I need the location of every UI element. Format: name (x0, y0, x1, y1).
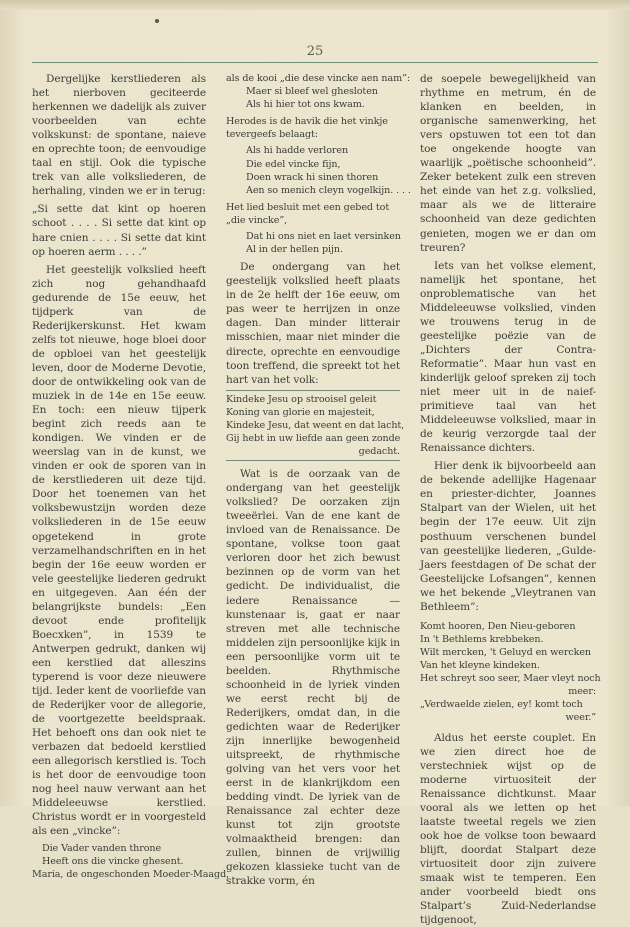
verse-line: Van het kleyne kindeken. (420, 660, 540, 672)
verse-line: Maria, de ongeschonden Moeder-Maagd, (32, 868, 230, 880)
verse-line: meer: (568, 686, 596, 698)
punch-mark (155, 19, 159, 23)
paragraph: Wat is de oorzaak van de ondergang van het geestelijk volkslied? De oorzaken zijn tweeërlei. Van de ene kant de invloed van de Renaissance. De spontane, volkse toon gaat verloren door het zich bewust bezinnen op de vorm van het gedicht. De individualist, die iedere Renaissance — kunstenaar is, gaat er naar streven met alle technische middelen zijn persoonlijke kijk in een persoonlijke vorm uit te beelden. Rhythmische schoonheid in de lyriek vinden we eerst recht bij de Rederijkers, omdat dan, in die gedichten waar de Rederijker zijn innerlijke bewogenheid uitspreekt, de rhythmische golving van het vers voor het eerst in de klankrijkdom een bedding vindt. De lyriek van de Renaissance zal echter deze kunst tot zijn grootste volmaaktheid brengen: dan zullen, binnen de vrijwillig gekozen klassieke tucht van de strakke vorm, én (226, 468, 400, 888)
verse-line: Maer si bleef wel ghesloten (246, 86, 378, 98)
column-right (420, 72, 601, 927)
verse-line: Doen wrack hi sinen thoren (246, 171, 379, 183)
verse-line: In 't Bethlems krebbeken. (420, 633, 544, 645)
verse-line: Aen so menich cleyn vogelkijn. . . . (246, 184, 411, 196)
quotation: „Si sette dat kint op hoeren schoot . . . . Si sette dat kint op hare cnien . . . . Si sette dat kint op hoeren aerm . . . .” (32, 203, 206, 258)
verse-line: Als hi hier tot ons kwam. (246, 99, 365, 111)
verse-line: gedacht. (358, 446, 400, 458)
verse-line: Al in der hellen pijn. (246, 244, 343, 256)
verse-line: Wilt mercken, 't Geluyd en wercken (420, 646, 592, 658)
verse-line: Die Vader vanden throne (42, 842, 162, 854)
verse-line: Dat hi ons niet en laet versinken (246, 231, 401, 243)
header-rule (32, 62, 598, 63)
paragraph: Aldus het eerste couplet. En we zien direct hoe de verstechniek wijst op de moderne virtuositeit der Renaissance dichtkunst. Maar vooral als we letten op het laatste tweetal regels we zien ook hoe de volkse toon bewaard blijft, doordat Stalpart deze virtuositeit door zijn zuivere smaak wist te temperen. Een ander voorbeeld biedt ons Stalpart’s Zuid-Nederlandse tijdgenoot, (420, 731, 596, 927)
verse-box (226, 393, 405, 458)
verse-line: Kindeke Jesu op strooisel geleit (226, 393, 377, 405)
verse-line: Als hi hadde verloren (246, 145, 349, 157)
verse-line: Die edel vincke fijn, (246, 158, 341, 170)
paragraph: Iets van het volkse element, namelijk het spontane, het onproblematische van het Middeleeuwse volkslied, vinden we trouwens terug in de geestelijke poëzie van de „Dichters der Contra-Reformatie”. Maar hun vast en kinderlijk geloof spreken zij toch niet meer uit in de naief-primitieve taal van het Middeleeuwse volkslied, maar in de keurig verzorgde taal der Renaissance dichters. (420, 259, 596, 455)
verse-block (226, 230, 400, 256)
paragraph: de soepele bewegelijkheid van rhythme en metrum, én de klanken en beelden, in organische samenwerking, het vers opstuwen tot een tot dan toe ongekende hoogte van waarlijk „poëtische schoonheid”. Zeker betekent zulk een streven het einde van het z.g. volkslied, maar als we de litteraire schoonheid van deze gedichten genieten, mogen we er dan om treuren? (420, 73, 596, 254)
verse-block (226, 144, 411, 196)
verse-line: Kindeke Jesu, dat weent en dat lacht, (226, 419, 405, 431)
verse-rule-top (226, 390, 400, 391)
verse-block (420, 620, 601, 725)
paragraph: Het geestelijk volkslied heeft zich nog gehandhaafd gedurende de 15e eeuw, het tijdperk van de Rederijkerskunst. Het kwam zelfs tot nieuwe, hoge bloei door de opbloei van het geestelijk leven, door de Moderne Devotie, door de ontwikkeling ook van de muziek in de 14e en 15e eeuw. En toch: een nieuw tijperk begint zich reeds aan te kondigen. We vinden er de weerslag van in de kunst, we vinden er ook de sporen van in de kerstliederen uit deze tijd. Door het toenemen van het volksbewustzijn worden deze volksliederen in de 15e eeuw opgetekend in grote verzamelhandschriften en in het begin der 16e eeuw worden er vele geestelijke liederen gedrukt en uitgegeven. Aan één der belangrijkste bundels: „Een devoot ende profitelijk Boecxken”, in 1539 te Antwerpen gedrukt, danken wij een kerstlied dat alleszins typerend is voor deze nieuwere tijd. Ieder kent de voorliefde van de Rederijker voor de allegorie, de voortgezette beeldspraak. Het behoeft ons dan ook niet te verbazen dat bedoeld kerstlied een allegorisch kerstlied is. Toch is het door de eenvoudige toon nog heel nauw verwant aan het Middeleeuwse kerstlied. Christus wordt er in voorgesteld als een „vincke”: (32, 263, 206, 838)
verse-block (32, 842, 230, 881)
paragraph: De ondergang van het geestelijk volkslied heeft plaats in de 2e helft der 16e eeuw, om pas weer te herrijzen in onze dagen. Dan minder litterair misschien, maar niet minder die directe, oprechte en eenvoudige toon treffend, die spreekt tot het hart van het volk: (226, 261, 400, 386)
paragraph: Dergelijke kerstliederen als het nierboven geciteerde herkennen we dadelijk als zuiver voorbeelden van echte volkskunst: de spontane, naieve en oprechte toon; de eenvoudige taal en stijl. Ook die typische trek van alle volksliederen, de herhaling, vinden we er in terug: (32, 73, 206, 198)
verse-line: weer.” (565, 712, 596, 724)
column-middle (226, 72, 411, 889)
page-top-edge (0, 0, 630, 10)
verse-note: Herodes is de havik die het vinkje tevergeefs belaagt: (226, 116, 388, 141)
verse-line: als de kooi „die dese vincke aen nam”: (226, 73, 411, 84)
verse-line: Koning van glorie en majesteit, (226, 406, 375, 418)
verse-line: Gij hebt in uw liefde aan geen zonde (226, 432, 401, 444)
verse-block (226, 72, 411, 111)
verse-rule-bottom (226, 460, 400, 461)
column-left (32, 72, 230, 885)
verse-note: Het lied besluit met een gebed tot „die vincke”, (226, 201, 390, 226)
paragraph: Hier denk ik bijvoorbeeld aan de bekende adellijke Hagenaar en priester-dichter, Joannes Stalpart van der Wielen, uit het begin der 17e eeuw. Uit zijn posthuum verschenen bundel van geestelijke liederen, „Gulde-Jaers feestdagen of De schat der Geestelijcke Lofsangen”, kennen we het bekende „Vleytranen van Bethleem”: (420, 460, 596, 613)
verse-line: Komt hooren, Den Nieu-geboren (420, 620, 576, 632)
verse-line: Heeft ons die vincke ghesent. (42, 855, 184, 867)
verse-line: Het schreyt soo seer, Maer vleyt noch (420, 673, 601, 685)
page-number: 25 (306, 44, 324, 59)
verse-line: „Verdwaelde zielen, ey! komt toch (420, 699, 583, 711)
